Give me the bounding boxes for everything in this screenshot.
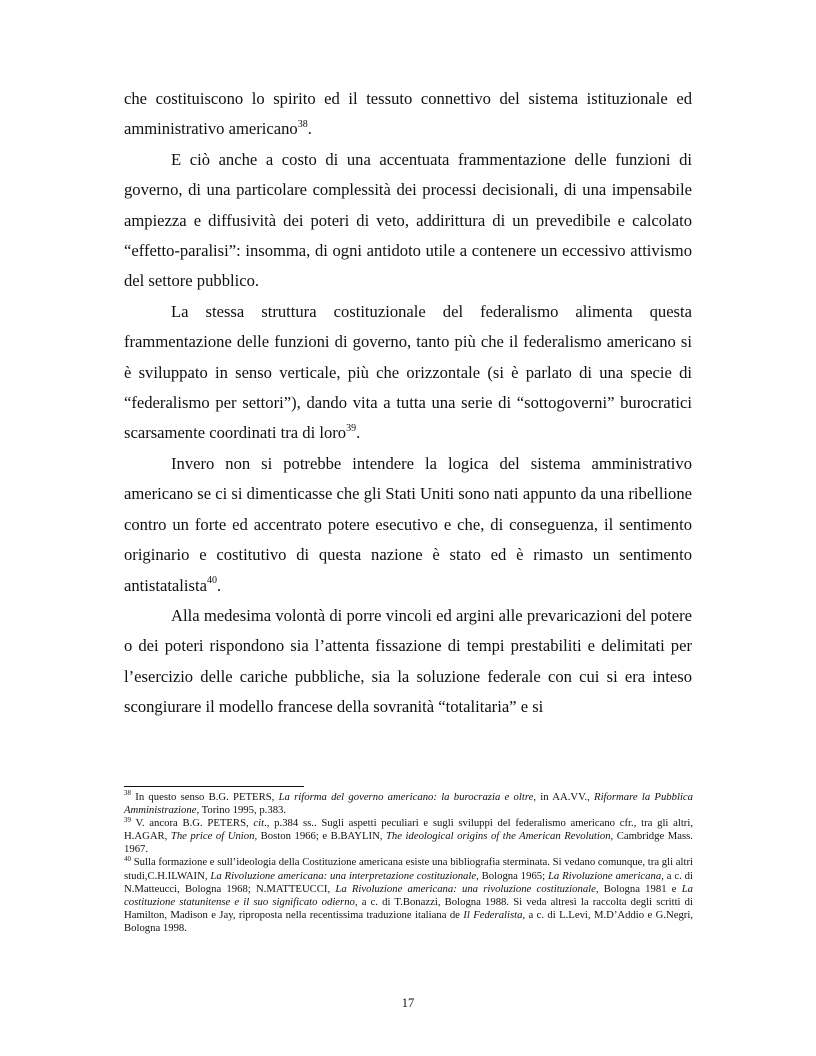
paragraph: Alla medesima volontà di porre vincoli ed argini alle prevaricazioni del potere o dei poteri rispondono sia l’attenta fissazione di tempi prestabiliti e delimitati per l’esercizio delle cariche pubbliche, sia la soluzione federale con cui si era inteso scongiurare il modello francese della sovranità “totalitaria” e si <box>124 605 692 717</box>
page-number: 17 <box>401 996 415 1010</box>
footnote-ref-40[interactable]: 40 <box>206 574 217 586</box>
body-text <box>124 84 692 723</box>
footnote-39: $^{39}$ V. ancora B.G. PETERS, cit., p.384 ss.. Sugli aspetti peculiari e sugli sviluppi del federalismo americano cfr., tra gli altri, H.AGAR, The price of Union, Boston 1966; e B.BAYLIN, The ideological origins of the American Revolution, Cambridge Mass. 1967. <box>124 815 694 856</box>
footnote-40: $^{40}$ Sulla formazione e sull’ideologia della Costituzione americana esiste una bibliografia sterminata. Si vedano comunque, tra gli altri studi,C.H.ILWAIN, La Rivoluzione americana: una interpretazione costituzionale, Bologna 1965; La Rivoluzione americana, a c. di N.Matteucci, Bologna 1968; N.MATTEUCCI, La Rivoluzione americana: una rivoluzione costituzionale, Bologna 1981 e La costituzione statunitense e il suo significato odierno, a c. di T.Bonazzi, Bologna 1988. Si veda altresì la raccolta degli scritti di Hamilton, Madison e Jay, riproposta nella recentissima traduzione italiana de Il Federalista, a c. di L.Levi, M.D’Addio e G.Negri, Bologna 1998. <box>124 854 693 934</box>
paragraph: Invero non si potrebbe intendere la logica del sistema amministrativo americano se ci si dimenticasse che gli Stati Uniti sono nati appunto da una ribellione contro un forte ed accentrato potere esecutivo e che, di conseguenza, il sentimento originario e costitutivo di questa nazione è stato ed è rimasto un sentimento antistatalista$^{40}$. <box>124 453 692 595</box>
paragraph: La stessa struttura costituzionale del federalismo alimenta questa frammentazione delle funzioni di governo, tanto più che il federalismo americano si è sviluppato in senso verticale, più che orizzontale (si è parlato di una specie di “federalismo per settori”), dando vita a tutta una serie di “sottogoverni” burocratici scarsamente coordinati tra di loro$^{39}$. <box>124 301 692 443</box>
paragraph: E ciò anche a costo di una accentuata frammentazione delle funzioni di governo, di una particolare complessità dei processi decisionali, di una impensabile ampiezza e diffusività dei poteri di veto, addirittura di un prevedibile e calcolato “effetto-paralisi”: insomma, di ogni antidoto utile a contenere un eccessivo attivismo del settore pubblico. <box>124 149 692 291</box>
footnote-ref-39[interactable]: 39 <box>346 422 357 434</box>
footnote-ref-38[interactable]: 38 <box>297 118 308 130</box>
footnotes <box>124 791 693 935</box>
footnote-separator <box>124 786 304 787</box>
paragraph-continued: che costituiscono lo spirito ed il tessuto connettivo del sistema istituzionale ed amministrativo americano$^{38}$. <box>124 89 692 139</box>
footnote-38: $^{38}$ In questo senso B.G. PETERS, La riforma del governo americano: la burocrazia e oltre, in AA.VV., Riformare la Pubblica Amministrazione, Torino 1995, p.383. <box>124 789 694 817</box>
